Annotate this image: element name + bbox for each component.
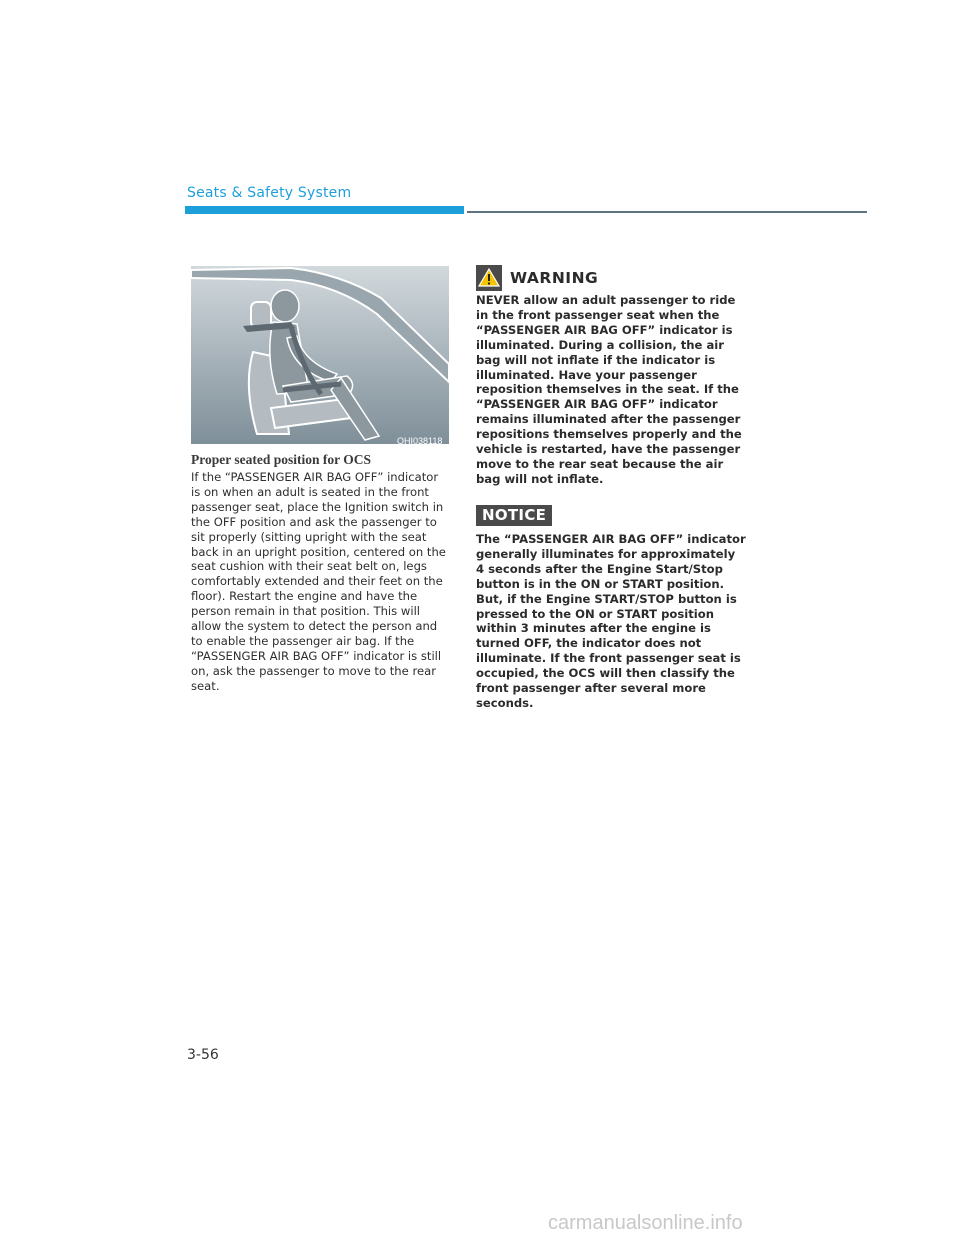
- page-number: 3-56: [187, 1047, 219, 1063]
- header-rule-accent: [185, 206, 464, 214]
- notice-text: The “PASSENGER AIR BAG OFF” indicator generally illuminates for approximately 4 seconds after the Engine Start/Stop button is in the ON or START position. But, if the Engine START/STOP button is pressed to the ON or START position within 3 minutes after the engine is turned OFF, the indicator does not illuminate. If the front passenger seat is occupied, the OCS will then classify the front passenger after several more seconds.: [476, 532, 746, 710]
- notice-badge: NOTICE: [476, 505, 552, 526]
- footer-watermark: carmanualsonline.info: [548, 1212, 743, 1234]
- warning-heading: [476, 265, 598, 291]
- section-title: Seats & Safety System: [187, 185, 352, 201]
- figure-caption: Proper seated position for OCS: [191, 452, 372, 467]
- figure-code: OHI038118: [397, 436, 443, 446]
- warning-triangle-icon: [476, 265, 502, 291]
- warning-title: WARNING: [510, 269, 599, 287]
- seated-position-illustration: [191, 266, 449, 444]
- warning-text: NEVER allow an adult passenger to ride in the front passenger seat when the “PASSENGER AIR BAG OFF” indicator is illuminated. During a collision, the air bag will not inflate if the indicator is illuminated. Have your passenger reposition themselves in the seat. If the “PASSENGER AIR BAG OFF” indicator remains illuminated after the passenger repositions themselves properly and the vehicle is restarted, have the passenger move to the rear seat because the air bag will not inflate.: [476, 293, 742, 486]
- body-paragraph: If the “PASSENGER AIR BAG OFF” indicator is on when an adult is seated in the front passenger seat, place the Ignition switch in the OFF position and ask the passenger to sit properly (sitting upright with the seat back in an upright position, centered on the seat cushion with their seat belt on, legs comfortably extended and their feet on the floor). Restart the engine and have the person remain in that position. This will allow the system to detect the person and to enable the passenger air bag. If the “PASSENGER AIR BAG OFF” indicator is still on, ask the passenger to move to the rear seat.: [191, 470, 446, 693]
- header-rule: [467, 211, 867, 213]
